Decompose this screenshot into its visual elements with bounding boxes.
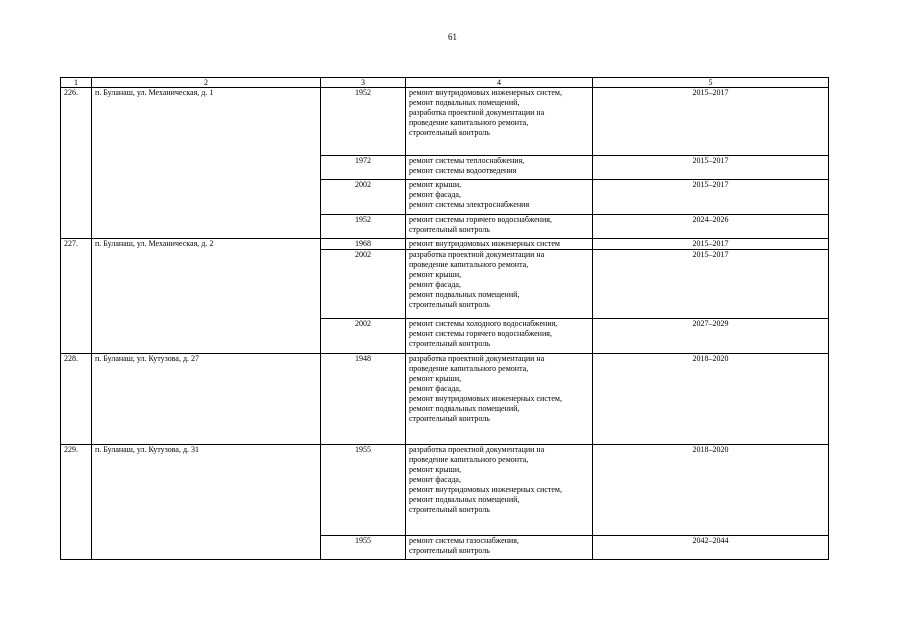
period-cell: 2018–2020 xyxy=(593,354,829,445)
works-cell xyxy=(406,156,593,180)
year-cell: 1948 xyxy=(321,354,406,445)
work-item: разработка проектной документации на xyxy=(409,445,545,454)
works-cell xyxy=(406,180,593,215)
year-cell: 1955 xyxy=(321,445,406,536)
work-item: ремонт системы горячего водоснабжения, xyxy=(409,215,552,224)
row-number: 229. xyxy=(61,445,92,560)
work-item: строительный контроль xyxy=(409,505,490,514)
work-item: ремонт системы холодного водоснабжения, xyxy=(409,319,558,328)
work-item: ремонт внутридомовых инженерных систем, xyxy=(409,485,562,494)
work-item: строительный контроль xyxy=(409,546,490,555)
work-item: ремонт внутридомовых инженерных систем, xyxy=(409,394,562,403)
work-item: ремонт подвальных помещений, xyxy=(409,495,520,504)
works-cell xyxy=(406,354,593,445)
work-item: ремонт крыши, xyxy=(409,374,462,383)
building-address: п. Буланаш, ул. Кутузова, д. 31 xyxy=(92,445,321,560)
page-number: 61 xyxy=(448,32,457,42)
year-cell: 1952 xyxy=(321,215,406,239)
work-item: строительный контроль xyxy=(409,339,490,348)
work-item: строительный контроль xyxy=(409,300,490,309)
year-cell: 2002 xyxy=(321,250,406,319)
works-cell xyxy=(406,445,593,536)
work-item: разработка проектной документации на xyxy=(409,354,545,363)
work-item: ремонт крыши, xyxy=(409,270,462,279)
table-row xyxy=(61,354,829,445)
row-number: 228. xyxy=(61,354,92,445)
work-item: ремонт внутридомовых инженерных систем xyxy=(409,239,560,248)
work-item: строительный контроль xyxy=(409,128,490,137)
work-item: проведение капитального ремонта, xyxy=(409,260,529,269)
year-cell: 1972 xyxy=(321,156,406,180)
work-item: строительный контроль xyxy=(409,225,490,234)
header-col-1: 1 xyxy=(61,78,92,88)
work-item: ремонт фасада, xyxy=(409,280,461,289)
work-item: разработка проектной документации на xyxy=(409,250,545,259)
table-row xyxy=(61,88,829,156)
row-number: 226. xyxy=(61,88,92,239)
works-cell xyxy=(406,319,593,354)
header-row xyxy=(61,78,829,88)
period-cell: 2015–2017 xyxy=(593,180,829,215)
header-col-3: 3 xyxy=(321,78,406,88)
year-cell: 2002 xyxy=(321,319,406,354)
work-item: строительный контроль xyxy=(409,414,490,423)
work-item: ремонт системы электроснабжения xyxy=(409,200,530,209)
year-cell: 1952 xyxy=(321,88,406,156)
works-cell xyxy=(406,215,593,239)
work-item: ремонт подвальных помещений, xyxy=(409,290,520,299)
header-col-5: 5 xyxy=(593,78,829,88)
capital-repair-table xyxy=(60,77,829,560)
work-item: проведение капитального ремонта, xyxy=(409,455,529,464)
header-col-2: 2 xyxy=(92,78,321,88)
header-col-4: 4 xyxy=(406,78,593,88)
period-cell: 2015–2017 xyxy=(593,239,829,250)
work-item: ремонт системы водоотведения xyxy=(409,166,517,175)
work-item: ремонт системы теплоснабжения, xyxy=(409,156,525,165)
work-item: ремонт системы горячего водоснабжения, xyxy=(409,329,552,338)
work-item: разработка проектной документации на xyxy=(409,108,545,117)
period-cell: 2042–2044 xyxy=(593,536,829,560)
work-item: ремонт подвальных помещений, xyxy=(409,404,520,413)
period-cell: 2024–2026 xyxy=(593,215,829,239)
row-number: 227. xyxy=(61,239,92,354)
work-item: проведение капитального ремонта, xyxy=(409,364,529,373)
works-cell xyxy=(406,88,593,156)
works-cell xyxy=(406,250,593,319)
period-cell: 2015–2017 xyxy=(593,250,829,319)
work-item: ремонт крыши, xyxy=(409,465,462,474)
period-cell: 2018–2020 xyxy=(593,445,829,536)
work-item: ремонт подвальных помещений, xyxy=(409,98,520,107)
period-cell: 2015–2017 xyxy=(593,88,829,156)
period-cell: 2027–2029 xyxy=(593,319,829,354)
work-item: проведение капитального ремонта, xyxy=(409,118,529,127)
work-item: ремонт фасада, xyxy=(409,190,461,199)
building-address: п. Буланаш, ул. Кутузова, д. 27 xyxy=(92,354,321,445)
year-cell: 1968 xyxy=(321,239,406,250)
table-row xyxy=(61,445,829,536)
period-cell: 2015–2017 xyxy=(593,156,829,180)
work-item: ремонт внутридомовых инженерных систем, xyxy=(409,88,562,97)
works-cell xyxy=(406,239,593,250)
building-address: п. Буланаш, ул. Механическая, д. 1 xyxy=(92,88,321,239)
table-row xyxy=(61,239,829,250)
building-address: п. Буланаш, ул. Механическая, д. 2 xyxy=(92,239,321,354)
works-cell xyxy=(406,536,593,560)
year-cell: 2002 xyxy=(321,180,406,215)
year-cell: 1955 xyxy=(321,536,406,560)
work-item: ремонт системы газоснабжения, xyxy=(409,536,519,545)
work-item: ремонт крыши, xyxy=(409,180,462,189)
work-item: ремонт фасада, xyxy=(409,475,461,484)
work-item: ремонт фасада, xyxy=(409,384,461,393)
